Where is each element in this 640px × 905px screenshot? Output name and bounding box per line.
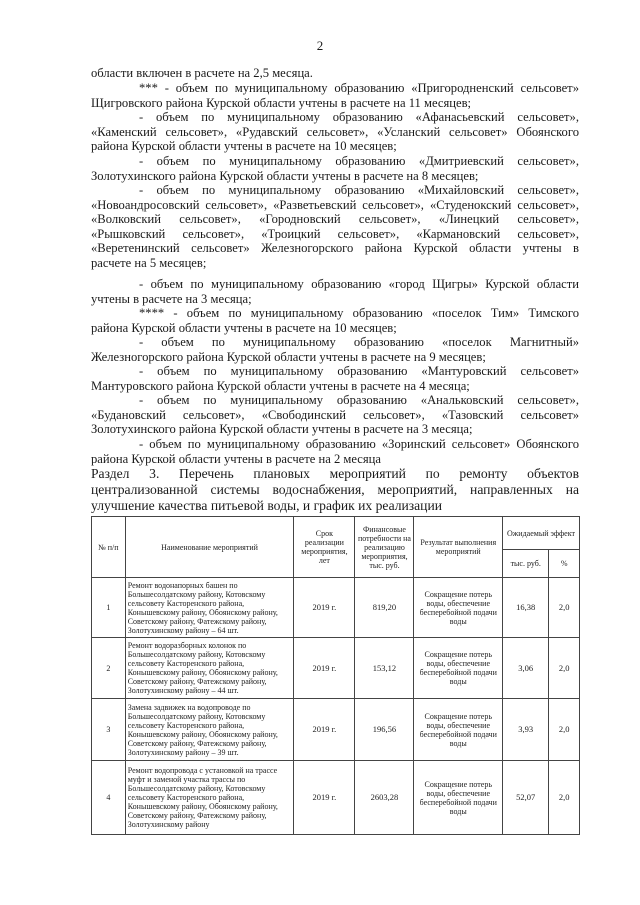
header-term: Срок реализации мероприятия, лет <box>294 517 355 578</box>
row-effect-rub: 3,93 <box>503 699 549 761</box>
header-result: Результат выполнения мероприятий <box>414 517 503 578</box>
row-result: Сокращение потерь воды, обеспечение бесперебойной подачи воды <box>414 578 503 638</box>
row-term: 2019 г. <box>294 578 355 638</box>
row-num: 3 <box>92 699 126 761</box>
row-name: Ремонт водопровода с установкой на трассе муфт и заменой участка трассы по Большесолдатскому району, Котовскому сельсовету Касторенского района, Конышевскому району, Обоянскому району, Советскому району, Фатежскому району, Золотухинскому району <box>125 761 294 835</box>
row-name: Ремонт водонапорных башен по Большесолдатскому району, Котовскому сельсовету Касторенского района, Конышевскому району, Обоянскому району, Советскому району, Фатежскому району, Золотухинскому району – 64 шт. <box>125 578 294 638</box>
row-effect-rub: 52,07 <box>503 761 549 835</box>
text-line: области включен в расчете на 2,5 месяца. <box>91 66 313 80</box>
text-line: - объем по муниципальному образованию «Зоринский сельсовет» Обоянского <box>139 437 579 451</box>
row-term: 2019 г. <box>294 699 355 761</box>
table-row <box>92 699 580 761</box>
row-effect-rub: 3,06 <box>503 638 549 699</box>
section-heading-line: улучшение качества питьевой воды, и график их реализации <box>91 497 443 513</box>
paragraph <box>91 81 579 110</box>
text-line: «Веретенинский сельсовет» Железногорского района Курской области учтены в <box>91 241 579 256</box>
text-line: района Курской области учтены в расчете на 2 месяца <box>91 451 382 466</box>
text-line: «Будановский сельсовет», «Свободинский сельсовет», «Тазовский сельсовет» <box>91 407 579 422</box>
text-line: **** - объем по муниципальному образованию «поселок Тим» Тимского <box>139 306 579 320</box>
paragraph <box>91 335 579 364</box>
table-row <box>92 638 580 699</box>
row-finance: 196,56 <box>355 699 414 761</box>
header-effect: Ожидаемый эффект <box>503 517 580 550</box>
text-line: Золотухинского района Курской области учтены в расчете на 3 месяца; <box>91 422 473 437</box>
paragraph <box>91 277 579 306</box>
row-effect-rub: 16,38 <box>503 578 549 638</box>
row-finance: 153,12 <box>355 638 414 699</box>
text-line: района Курской области учтены в расчете на 10 месяцев; <box>91 320 397 335</box>
row-term: 2019 г. <box>294 638 355 699</box>
table-row <box>92 761 580 835</box>
text-line: Железногорского района Курской области учтены в расчете на 9 месяцев; <box>91 349 486 364</box>
header-num: № п/п <box>92 517 126 578</box>
text-line: - объем по муниципальному образованию «Афанасьевский сельсовет», <box>139 110 579 124</box>
text-line: - объем по муниципальному образованию «Дмитриевский сельсовет», <box>139 154 579 168</box>
paragraph <box>91 110 579 154</box>
measures-table <box>91 516 580 835</box>
paragraph <box>91 306 579 335</box>
row-result: Сокращение потерь воды, обеспечение бесперебойной подачи воды <box>414 699 503 761</box>
text-line: расчете на 5 месяцев; <box>91 255 207 270</box>
paragraph <box>91 393 579 437</box>
header-finance: Финансовые потребности на реализацию мероприятия, тыс. руб. <box>355 517 414 578</box>
row-finance: 2603,28 <box>355 761 414 835</box>
text-line: Мантуровского района Курской области учтены в расчете на 4 месяца; <box>91 378 470 393</box>
paragraph <box>91 154 579 183</box>
text-line: - объем по муниципальному образованию «Мантуровский сельсовет» <box>139 364 579 378</box>
paragraph <box>91 183 579 271</box>
row-effect-pct: 2,0 <box>549 761 580 835</box>
text-line: «Волковский сельсовет», «Городновский сельсовет», «Линецкий сельсовет», <box>91 212 579 227</box>
text-line: *** - объем по муниципальному образованию «Пригородненский сельсовет» <box>139 81 579 95</box>
section-heading-line: Раздел 3. Перечень плановых мероприятий по ремонту объектов <box>91 466 579 481</box>
row-result: Сокращение потерь воды, обеспечение бесперебойной подачи воды <box>414 761 503 835</box>
text-line: - объем по муниципальному образованию «Анальковский сельсовет», <box>139 393 579 407</box>
header-effect-pct: % <box>549 550 580 578</box>
text-line: «Рышковский сельсовет», «Троицкий сельсовет», «Кармановский сельсовет», <box>91 226 579 241</box>
row-effect-pct: 2,0 <box>549 638 580 699</box>
table-row <box>92 578 580 638</box>
text-line: «Каменский сельсовет», «Рудавский сельсовет», «Усланский сельсовет» Обоянского <box>91 124 579 139</box>
text-line: учтены в расчете на 3 месяца; <box>91 291 252 306</box>
row-effect-pct: 2,0 <box>549 578 580 638</box>
row-num: 4 <box>92 761 126 835</box>
row-name: Замена задвижек на водопроводе по Большесолдатскому району, Котовскому сельсовету Касторенского района, Конышевскому району, Обоянскому району, Советскому району, Фатежскому району, Золотухинскому району – 39 шт. <box>125 699 294 761</box>
text-line: района Курской области учтены в расчете на 10 месяцев; <box>91 139 397 154</box>
section-heading-line: централизованной системы водоснабжения, мероприятий, направленных на <box>91 481 579 497</box>
row-effect-pct: 2,0 <box>549 699 580 761</box>
text-line: Золотухинского района Курской области учтены в расчете на 8 месяцев; <box>91 168 479 183</box>
text-line: - объем по муниципальному образованию «Михайловский сельсовет», <box>139 183 579 197</box>
row-name: Ремонт водоразборных колонок по Большесолдатскому району, Котовскому сельсовету Касторенского района, Конышевскому району, Обоянскому району, Советскому району, Фатежскому району, Золотухинскому району – 44 шт. <box>125 638 294 699</box>
paragraph <box>91 66 579 81</box>
text-line: - объем по муниципальному образованию «город Щигры» Курской области <box>139 277 579 291</box>
page-number: 2 <box>316 38 324 53</box>
header-effect-rub: тыс. руб. <box>503 550 549 578</box>
text-line: - объем по муниципальному образованию «поселок Магнитный» <box>139 335 579 349</box>
section-heading <box>91 466 579 513</box>
header-name: Наименование мероприятий <box>125 517 294 578</box>
row-num: 2 <box>92 638 126 699</box>
row-num: 1 <box>92 578 126 638</box>
paragraph <box>91 364 579 393</box>
row-finance: 819,20 <box>355 578 414 638</box>
paragraph <box>91 437 579 466</box>
text-line: Щигровского района Курской области учтены в расчете на 11 месяцев; <box>91 95 472 110</box>
row-result: Сокращение потерь воды, обеспечение бесперебойной подачи воды <box>414 638 503 699</box>
text-line: «Новоандросовский сельсовет», «Разветьевский сельсовет», «Студенокский сельсовет», <box>91 197 579 212</box>
row-term: 2019 г. <box>294 761 355 835</box>
